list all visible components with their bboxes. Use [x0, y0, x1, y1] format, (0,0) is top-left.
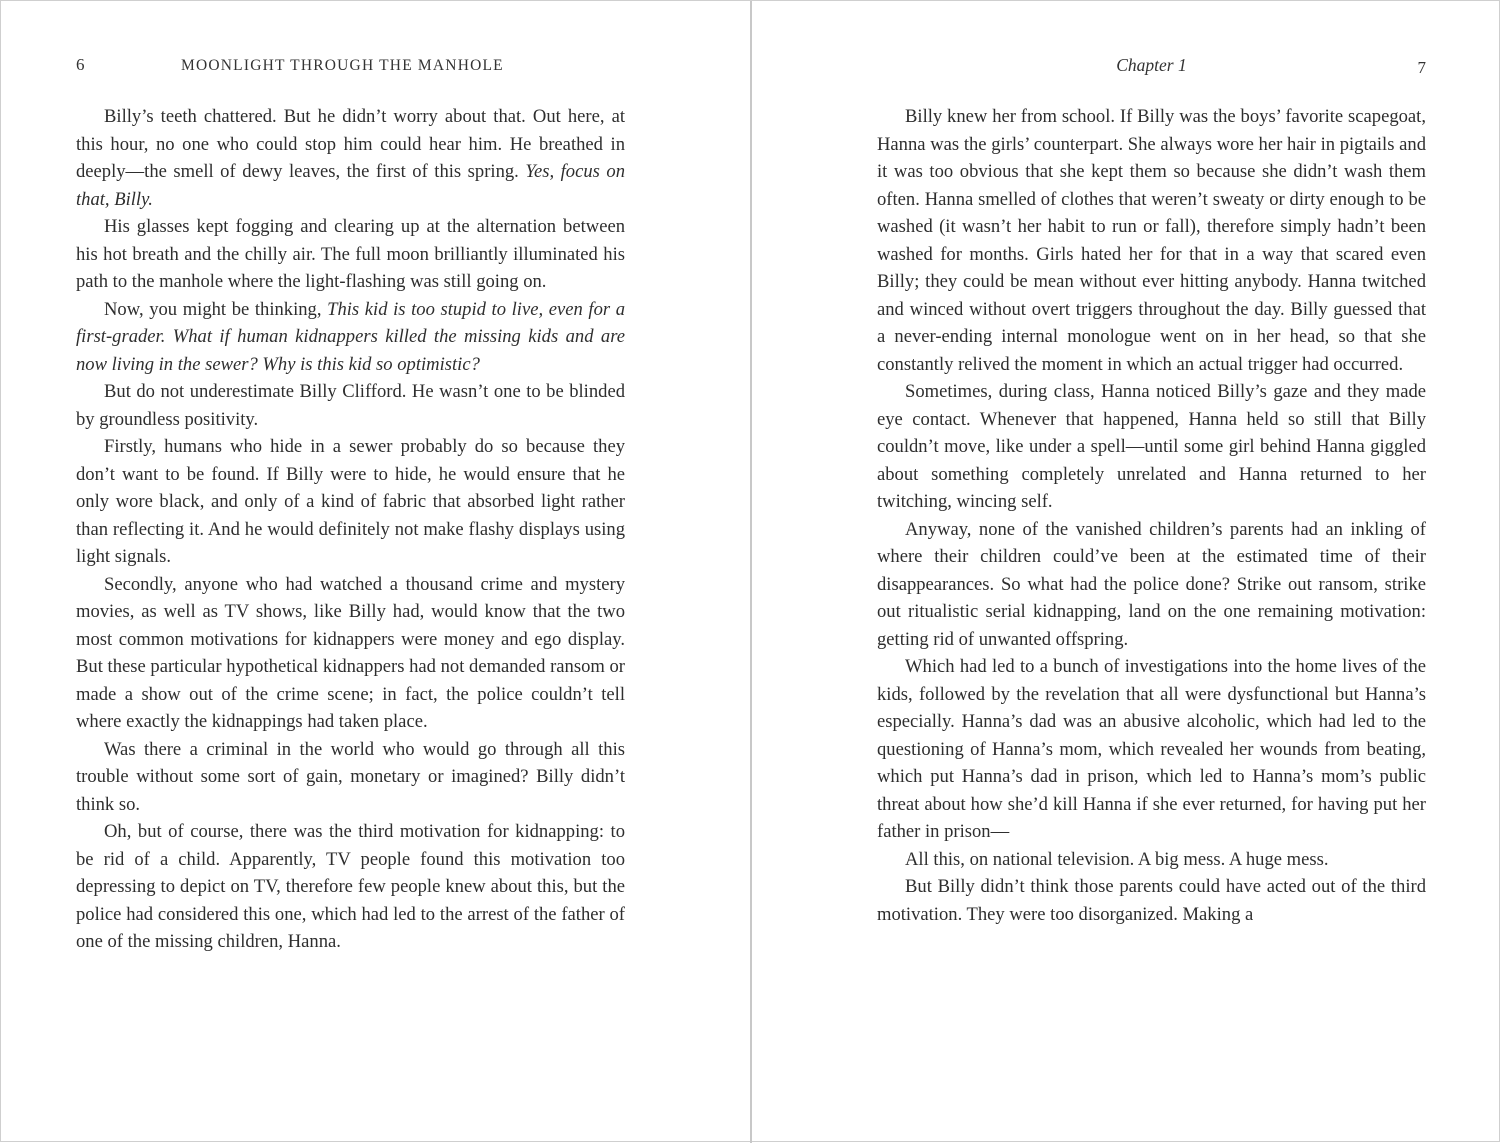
body-paragraph — [877, 873, 1426, 928]
body-paragraph — [76, 736, 625, 819]
paragraph-text: Was there a criminal in the world who would go through all this trouble without some sort of gain, monetary or imagined? Billy didn’t think so. — [76, 738, 625, 815]
body-paragraph — [877, 846, 1426, 874]
paragraph-text: Sometimes, during class, Hanna noticed Billy’s gaze and they made eye contact. Whenever that happened, Hanna held so still that Billy couldn’t move, like under a spell—until some girl behind Hanna giggled about something completely unrelated and Hanna returned to her twitching, wincing self. — [877, 381, 1426, 512]
paragraph-text: But do not underestimate Billy Clifford. He wasn’t one to be blinded by groundless positivity. — [76, 381, 625, 430]
body-paragraph — [877, 378, 1426, 516]
body-paragraph — [76, 433, 625, 571]
paragraph-text: All this, on national television. A big mess. A huge mess. — [905, 848, 1329, 870]
paragraph-text: But Billy didn’t think those parents could have acted out of the third motivation. They were too disorganized. Making a — [877, 876, 1426, 925]
body-paragraph — [76, 818, 625, 956]
paragraph-text: Firstly, humans who hide in a sewer probably do so because they don’t want to be found. If Billy were to hide, he would ensure that he only wore black, and only of a kind of fabric that absorbed light rather than reflecting it. And he would definitely not make flashy displays using light signals. — [76, 436, 625, 567]
page-gutter — [750, 1, 752, 1143]
body-paragraph — [76, 571, 625, 736]
paragraph-text: Billy knew her from school. If Billy was the boys’ favorite scapegoat, Hanna was the girls’ counterpart. She always wore her hair in pigtails and it was too obvious that she kept them so because she didn’t wash them often. Hanna smelled of clothes that weren’t sweaty or dirty enough to be washed (it wasn’t her habit to run or fall), therefore simply hadn’t been washed for months. Girls hated her for that in a way that scared even Billy; they could be mean without ever hitting anybody. Hanna twitched and winced without overt triggers throughout the day. Billy guessed that a never-ending internal monologue went on in her head, so that she constantly relived the moment in which an actual trigger had occurred. — [877, 106, 1426, 375]
right-page-header — [877, 55, 1426, 81]
page-number: 7 — [1417, 58, 1426, 77]
body-paragraph — [877, 653, 1426, 846]
paragraph-text: Anyway, none of the vanished children’s parents had an inkling of where their children could’ve been at the estimated time of their disappearances. So what had the police done? Strike out ransom, strike out ritualistic serial kidnapping, land on the one remaining motivation: getting rid of unwanted offspring. — [877, 518, 1426, 650]
left-page-text — [76, 103, 625, 956]
paragraph-text: Now, you might be thinking, — [104, 298, 328, 320]
body-paragraph — [76, 378, 625, 433]
paragraph-text: His glasses kept fogging and clearing up at the alternation between his hot breath and the chilly air. The full moon brilliantly illuminated his path to the manhole where the light-flashing was still going on. — [76, 216, 625, 292]
chapter-title: Chapter 1 — [1116, 55, 1187, 75]
body-paragraph — [76, 103, 625, 213]
left-page-header — [76, 55, 625, 81]
paragraph-text: Billy’s teeth chattered. But he didn’t worry about that. Out here, at this hour, no one who could stop him could hear him. He breathed in deeply—the smell of dewy leaves, the first of this spring. — [76, 106, 625, 182]
italic-text: This kid is too stupid to live, even for a first-grader. What if human kidnappers killed the missing kids and are now living in the sewer? Why is this kid so optimistic? — [76, 298, 626, 375]
running-title: MOONLIGHT THROUGH THE MANHOLE — [181, 57, 504, 74]
paragraph-text: Secondly, anyone who had watched a thousand crime and mystery movies, as well as TV shows, like Billy had, would know that the two most common motivations for kidnappers were money and ego display. But these particular hypothetical kidnappers had not demanded ransom or made a show out of the crime scene; in fact, the police couldn’t tell where exactly the kidnappings had taken place. — [76, 573, 625, 732]
body-paragraph — [76, 213, 625, 296]
paragraph-text: Oh, but of course, there was the third motivation for kidnapping: to be rid of a child. Apparently, TV people found this motivation too depressing to depict on TV, therefore few people knew about this, but the police had considered this one, which had led to the arrest of the father of one of the missing children, Hanna. — [76, 821, 625, 952]
page-number: 6 — [76, 55, 85, 74]
right-page — [877, 1, 1426, 1143]
body-paragraph — [76, 296, 625, 379]
right-page-text — [877, 103, 1426, 928]
body-paragraph — [877, 516, 1426, 654]
body-paragraph — [877, 103, 1426, 378]
italic-text: Yes, focus on that, Billy. — [76, 161, 625, 210]
left-page — [76, 1, 625, 1143]
paragraph-text: Which had led to a bunch of investigations into the home lives of the kids, followed by the revelation that all were dysfunctional but Hanna’s especially. Hanna’s dad was an abusive alcoholic, which had led to the questioning of Hanna’s mom, which revealed her wounds from beating, which put Hanna’s dad in prison, which led to Hanna’s mom’s public threat about how she’d kill Hanna if she ever returned, for having put her father in prison— — [877, 656, 1426, 842]
